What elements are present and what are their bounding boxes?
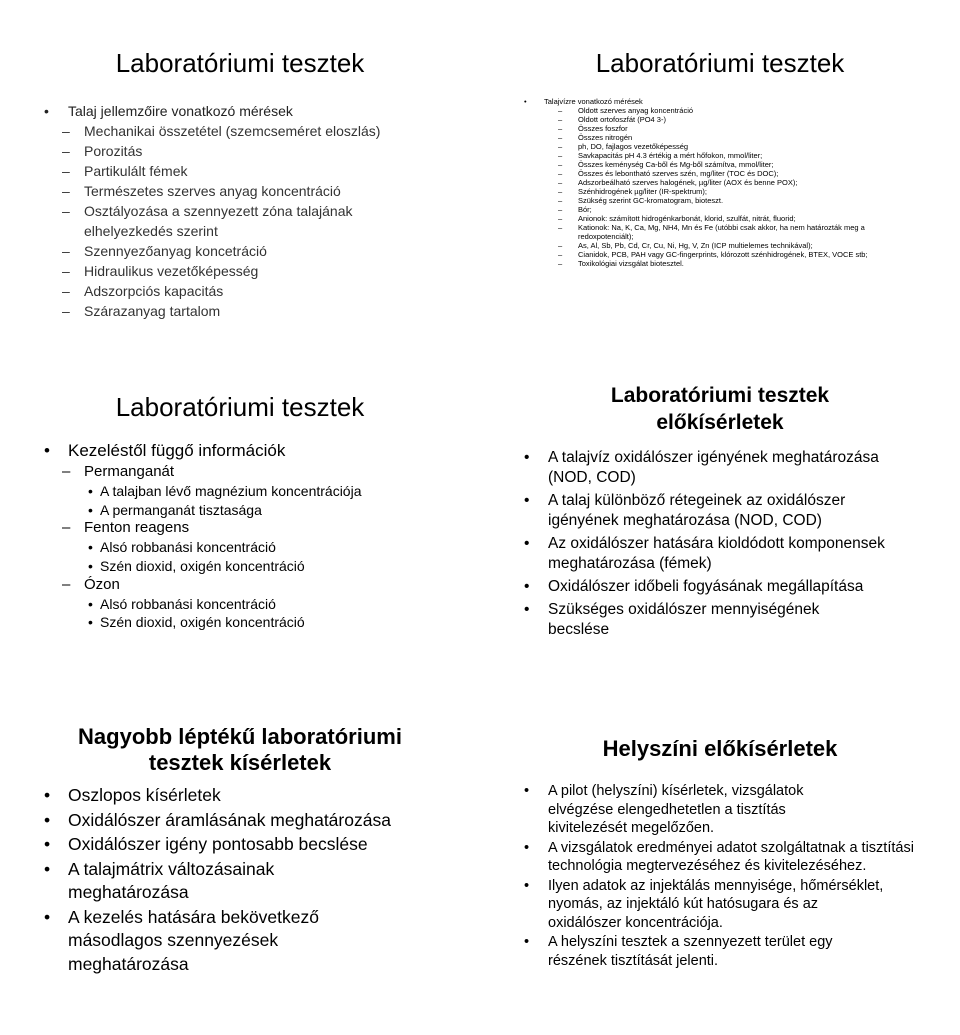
sub-bullet-item: – Mechanikai összetétel (szemcseméret eloszlás) [40,121,440,141]
sub-bullet-item: – Összes keménység Ca-ből és Mg-ből számítva, mmol/liter; [520,160,920,169]
bullet-item: • Oxidálószer áramlásának meghatározása [40,809,440,833]
bullet-item: • Kezeléstől függő információk [40,439,440,463]
sub-bullet-item: – Savkapacitás pH 4.3 értékig a mért hőfokon, mmol/liter; [520,151,920,160]
sub-bullet-item: – Cianidok, PCB, PAH vagy GC-fingerprints, klórozott szénhidrogének, BTEX, VOCE stb; [520,250,920,259]
sub-bullet-item: – Permanganát [40,463,440,482]
bullet-item: • Az oxidálószer hatására kioldódott komponensek meghatározása (fémek) [520,534,920,574]
slide-1 [40,40,440,340]
bullet-item: • Szükséges oxidálószer mennyiségének becslése [520,600,838,640]
bullet-item: • Talaj jellemzőire vonatkozó mérések [40,101,440,121]
sub-sub-bullet-item: • A permanganát tisztasága [40,501,440,520]
sub-bullet-item: – Szénhidrogének µg/liter (IR-spektrum); [520,187,920,196]
sub-bullet-item: – Oldott szerves anyag koncentráció [520,106,920,115]
sub-bullet-item: – Osztályozása a szennyezett zóna talajának elhelyezkedés szerint [40,201,384,241]
sub-sub-bullet-item: • Szén dioxid, oxigén koncentráció [40,613,440,632]
bullet-item: • A kezelés hatására bekövetkező másodlagos szennyezések meghatározása [40,906,358,977]
sub-bullet-item: – Hidraulikus vezetőképesség [40,261,440,281]
sub-bullet-item: – Partikulált fémek [40,161,440,181]
sub-bullet-item: – Ózon [40,576,440,595]
slide-title [40,724,440,776]
bullet-item: • Ilyen adatok az injektálás mennyisége, hőmérséklet, nyomás, az injektáló kút hatósugara és az oxidálószer koncentrációja. [520,877,888,933]
bullet-item: • Talajvízre vonatkozó mérések [520,97,920,106]
sub-sub-bullet-item: • Alsó robbanási koncentráció [40,538,440,557]
sub-bullet-item: – Anionok: számított hidrogénkarbonát, klorid, szulfát, nitrát, fluorid; [520,214,920,223]
bullet-item: • A talajmátrix változásainak meghatározása [40,858,328,905]
bullet-item: • A talajvíz oxidálószer igényének meghatározása (NOD, COD) [520,448,920,488]
bullet-item: • Oxidálószer időbeli fogyásának megállapítása [520,577,920,597]
bullet-list [40,101,440,321]
sub-sub-bullet-item: • A talajban lévő magnézium koncentrációja [40,482,440,501]
slide-title: Laboratóriumi tesztek [115,48,365,78]
sub-bullet-item: – Fenton reagens [40,519,440,538]
sub-bullet-item: – Adszorpciós kapacitás [40,281,440,301]
bullet-item: • A helyszíni tesztek a szennyezett terület egy részének tisztítását jelenti. [520,933,878,970]
bullet-item: • A talaj különböző rétegeinek az oxidálószer igényének meghatározása (NOD, COD) [520,491,920,531]
sub-bullet-item: – Oldott ortofoszfát (PO4 3-) [520,115,920,124]
slide-title: Helyszíni előkísérletek [602,736,838,761]
sub-bullet-item: – Szárazanyag tartalom [40,301,440,321]
sub-bullet-item: – As, Al, Sb, Pb, Cd, Cr, Cu, Ni, Hg, V, Zn (ICP multielemes technikával); [520,241,920,250]
slide-title: Laboratóriumi tesztek [115,392,365,422]
slide-6 [520,720,920,1020]
sub-bullet-item: – Szükség szerint GC-kromatogram, bioteszt. [520,196,920,205]
slide-title-line-1: Nagyobb léptékű laboratóriumi [78,724,402,749]
sub-bullet-item: – Összes nitrogén [520,133,920,142]
slide-title-line-1: Laboratóriumi tesztek [610,384,830,407]
bullet-item: • A vizsgálatok eredményei adatot szolgáltatnak a tisztítási technológia megtervezéséhez és kivitelezéséhez. [520,839,918,876]
sub-bullet-item: – Kationok: Na, K, Ca, Mg, NH4, Mn és Fe (utóbbi csak akkor, ha nem határozták meg a redoxpotenciált); [520,223,868,241]
sub-bullet-item: – Természetes szerves anyag koncentráció [40,181,440,201]
slide-2 [520,40,920,340]
sub-bullet-item: – Szennyezőanyag koncetráció [40,241,440,261]
sub-sub-bullet-item: • Szén dioxid, oxigén koncentráció [40,557,440,576]
sub-sub-bullet-item: • Alsó robbanási koncentráció [40,595,440,614]
sub-bullet-item: – Porozitás [40,141,440,161]
bullet-list [520,97,920,268]
sub-bullet-item: – Összes és lebontható szerves szén, mg/liter (TOC és DOC); [520,169,920,178]
bullet-list [40,784,440,976]
slide-title-line-2: előkísérletek [656,411,784,434]
slide-title [520,382,920,436]
slide-5 [40,720,440,1020]
bullet-list [520,782,920,970]
slide-title-line-2: tesztek kísérletek [148,750,332,775]
sub-bullet-item: – Toxikológiai vizsgálat biotesztel. [520,259,920,268]
sub-bullet-item: – Bór; [520,205,920,214]
slide-title: Laboratóriumi tesztek [595,48,845,78]
sub-bullet-item: – Adszorbeálható szerves halogének, µg/liter (AOX és benne POX); [520,178,920,187]
bullet-item: • Oxidálószer igény pontosabb becslése [40,833,440,857]
bullet-list [520,448,920,640]
slide-3 [40,380,440,650]
sub-bullet-item: – Összes foszfor [520,124,920,133]
bullet-item: • Oszlopos kísérletek [40,784,440,808]
bullet-list [40,439,440,632]
bullet-item: • A pilot (helyszíni) kísérletek, vizsgálatok elvégzése elengedhetetlen a tisztítás kivitelezését megelőzően. [520,782,848,838]
sub-bullet-item: – ph, DO, fajlagos vezetőképesség [520,142,920,151]
slide-4 [520,380,920,650]
